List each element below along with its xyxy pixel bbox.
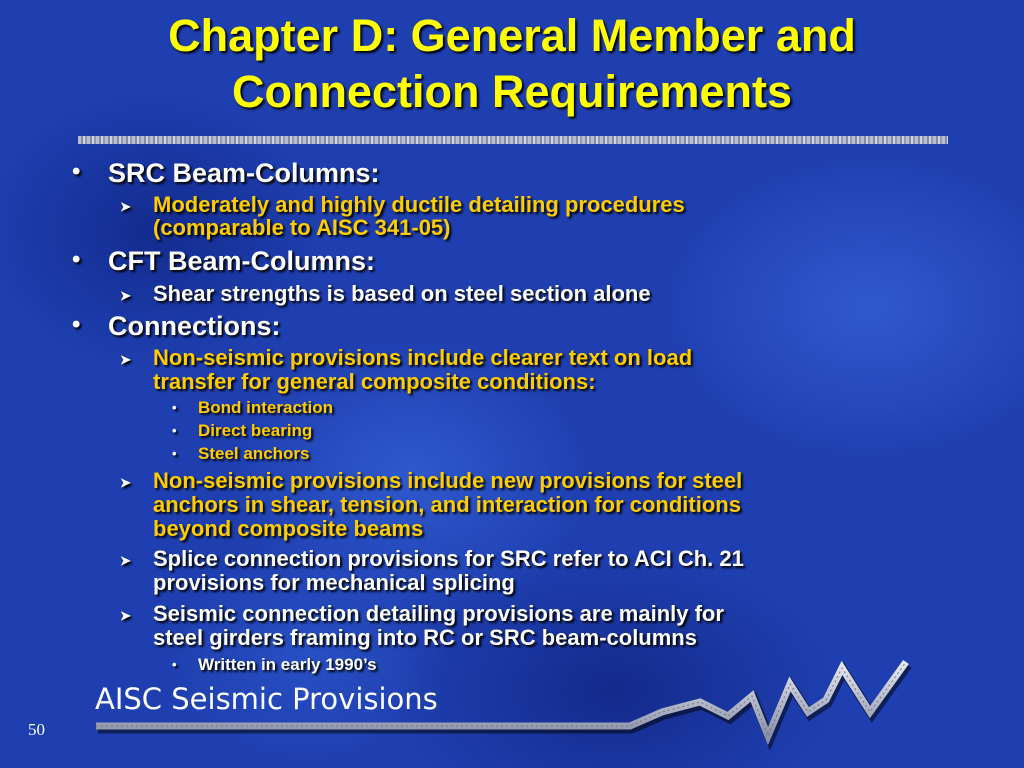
bullet-connections: Connections: [108,311,281,341]
sub-bullet-load-transfer-line-2: transfer for general composite conditions: [153,369,596,394]
bullet-src-beam-columns: SRC Beam-Columns: [108,158,380,188]
arrow-bullet-icon: ➤ [120,553,131,568]
arrow-bullet-icon: ➤ [120,352,131,367]
bullet-dot-icon: • [72,246,81,273]
sub-bullet-ductile-line-2: (comparable to AISC 341-05) [153,215,451,240]
sub-bullet-steel-anchors-line-2: anchors in shear, tension, and interaction for conditions [153,492,741,517]
title-line-1: Chapter D: General Member and [168,10,856,61]
small-dot-icon: • [172,423,177,438]
sub-bullet-seismic-detailing-line-1: Seismic connection detailing provisions are mainly for [153,601,724,626]
sub-bullet-ductile-line-1: Moderately and highly ductile detailing procedures [153,192,685,217]
page-number: 50 [28,720,45,739]
sub-bullet-splice-line-1: Splice connection provisions for SRC refer to ACI Ch. 21 [153,546,744,571]
small-dot-icon: • [172,446,177,461]
sub-bullet-load-transfer-line-1: Non-seismic provisions include clearer text on load [153,345,693,370]
arrow-bullet-icon: ➤ [120,199,131,214]
tertiary-written-early-1990s: Written in early 1990’s [198,655,377,674]
tertiary-steel-anchors: Steel anchors [198,444,310,463]
sub-bullet-shear-strength: Shear strengths is based on steel section alone [153,281,651,306]
title-line-2: Connection Requirements [231,66,793,117]
arrow-bullet-icon: ➤ [120,288,131,303]
arrow-bullet-icon: ➤ [120,608,131,623]
tertiary-bond-interaction: Bond interaction [198,398,334,417]
bullet-cft-beam-columns: CFT Beam-Columns: [108,246,376,276]
sub-bullet-steel-anchors-line-1: Non-seismic provisions include new provisions for steel [153,468,743,493]
arrow-bullet-icon: ➤ [120,475,131,490]
footer-logo-text: AISC Seismic Provisions [95,682,438,716]
sub-bullet-steel-anchors-line-3: beyond composite beams [153,516,424,541]
sub-bullet-seismic-detailing-line-2: steel girders framing into RC or SRC beam-columns [153,625,697,650]
tertiary-direct-bearing: Direct bearing [198,421,313,440]
bullet-dot-icon: • [72,158,81,185]
sub-bullet-splice-line-2: provisions for mechanical splicing [153,570,515,595]
small-dot-icon: • [172,400,177,415]
small-dot-icon: • [172,657,177,672]
bullet-dot-icon: • [72,311,81,338]
